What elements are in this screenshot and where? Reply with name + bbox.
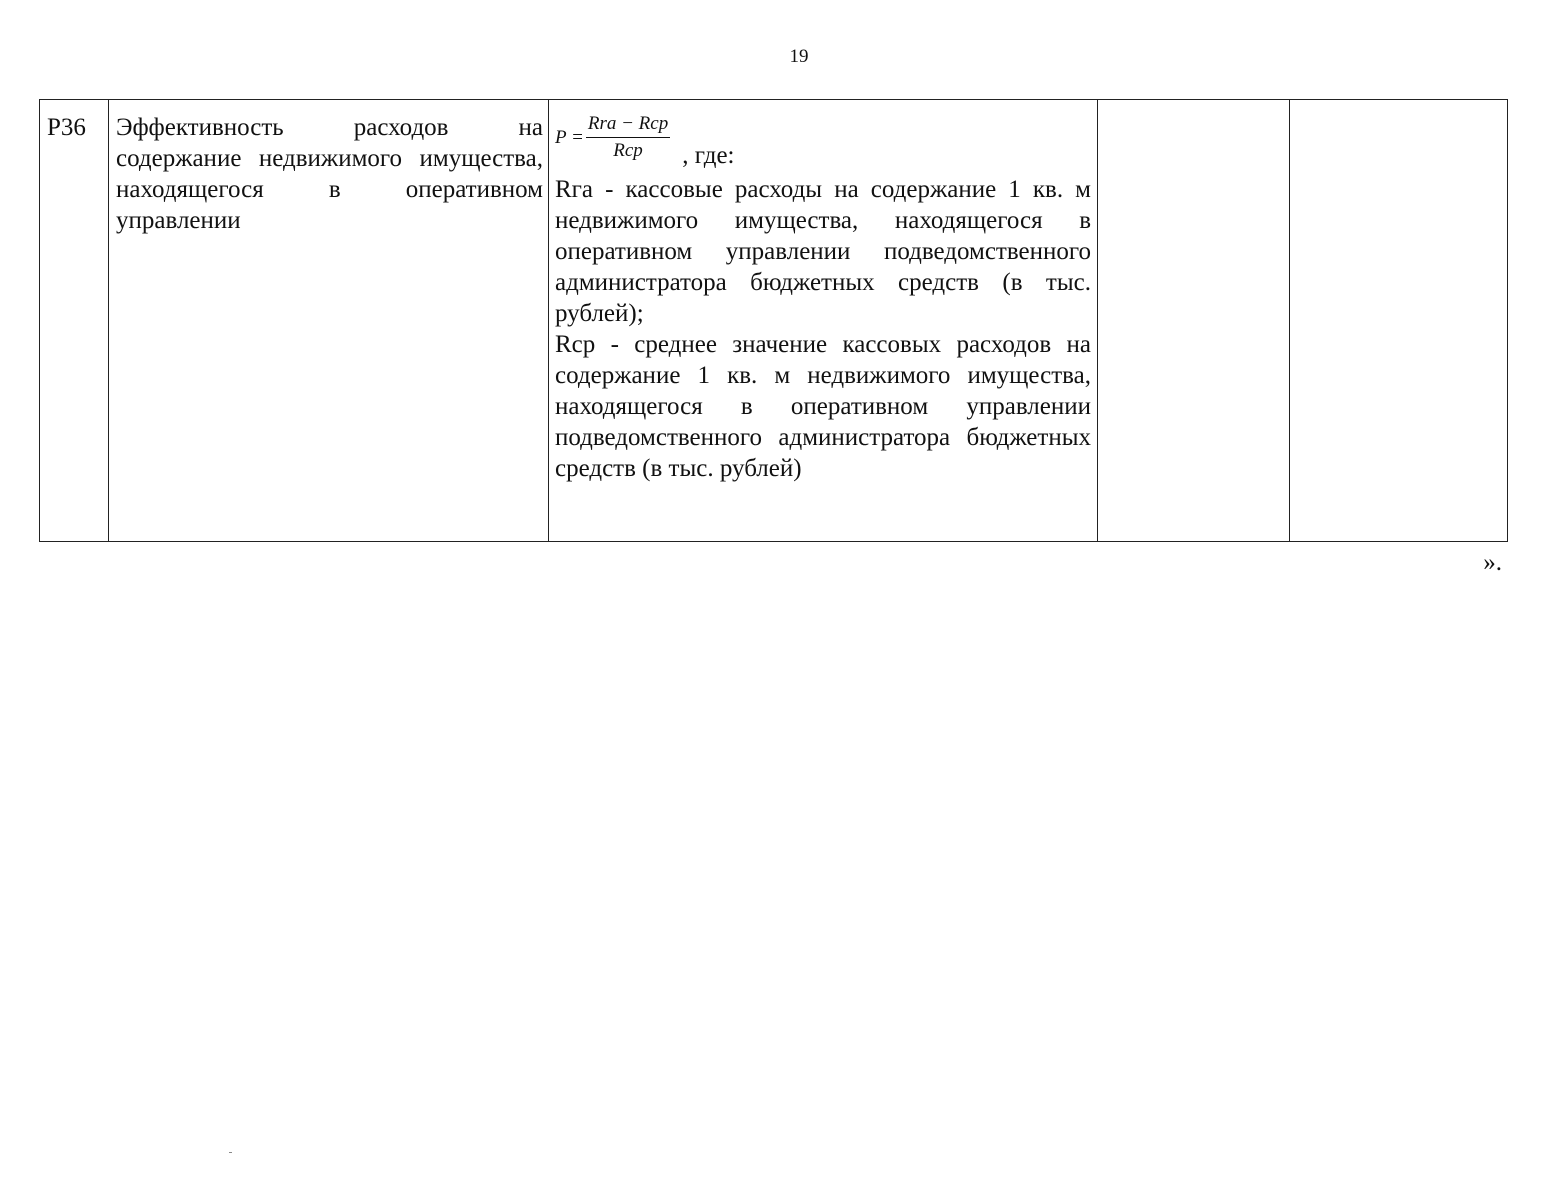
closing-quote: ». [1483,549,1502,576]
formula-numerator: Rra − Rcp [586,114,670,138]
formula-where: , где: [682,142,735,169]
definition-rga: Rга - кассовые расходы на содержание 1 кв. м недвижимого имущества, находящегося в оперативном управлении подведомственного администратора бюджетных средств (в тыс. рублей); [555,176,1091,327]
formula-line [555,114,1091,172]
formula-denominator: Rcp [613,140,643,161]
empty-cell-4 [1098,100,1290,542]
indicator-code: Р36 [40,100,109,542]
formula-fraction [586,114,670,161]
definition-rcp: Rср - среднее значение кассовых расходов на содержание 1 кв. м недвижимого имущества, находящегося в оперативном управлении подведомственного администратора бюджетных средств (в тыс. рублей) [555,331,1091,482]
indicator-formula-cell [549,100,1098,542]
table-row [40,100,1508,542]
formula [555,114,670,161]
indicator-name: Эффективность расходов на содержание недвижимого имущества, находящегося в оперативном управлении [109,100,549,542]
indicator-table [39,99,1508,542]
formula-lhs: P = [555,126,584,148]
page-number: 19 [789,46,809,67]
scan-speck [229,1152,232,1153]
empty-cell-5 [1290,100,1508,542]
